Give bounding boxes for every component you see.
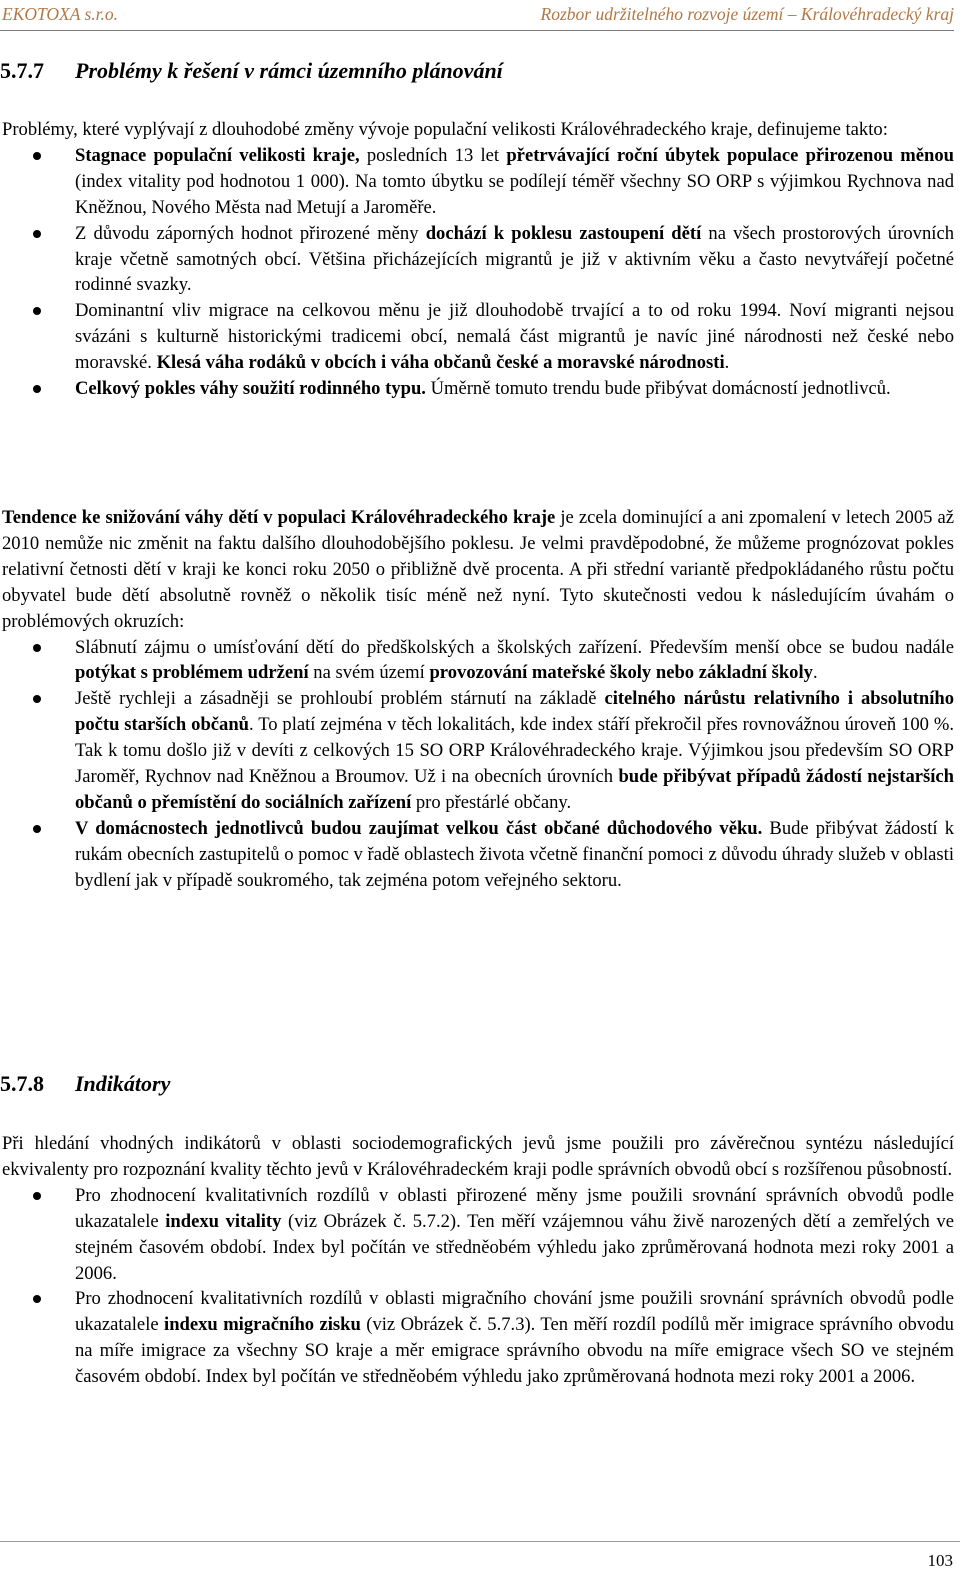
body-text: na všech prostorových úrovních kraje včetně samotných obcí. Většina přicházejících migrantů je již v aktivním věku a často nevytvářejí početné rodinné svazky. [75, 222, 954, 296]
emphasis-text: Celkový pokles váhy soužití rodinného typu. [75, 378, 426, 400]
body-text: Úměrně tomuto trendu bude přibývat domácností jednotlivců. [425, 378, 891, 400]
emphasis-text: indexu vitality [165, 1210, 282, 1232]
footer-divider [0, 1541, 960, 1542]
body-text: Pro zhodnocení kvalitativních rozdílů v oblasti přirozené měny jsme použili srovnání správních obvodů podle ukazatalele [75, 1184, 954, 1232]
body-text: Bude přibývat žádostí k rukám obecních zastupitelů o pomoc v řadě oblastech života včetně finanční pomoci z důvodu úhrady služeb v oblasti bydlení jak v případě soukromého, tak zejména potom veřejného sektoru. [75, 817, 954, 891]
emphasis-text: přetrvávající roční úbytek populace přirozenou měnou [506, 144, 955, 166]
indicators-intro: Při hledání vhodných indikátorů v oblasti sociodemografických jevů jsme použili pro závěrečnou syntézu následující ekvivalenty pro rozpoznání kvality těchto jevů v Královéhradeckém kraji podle správních obvodů obcí s rozšířenou působností. [2, 1133, 954, 1180]
page-number: 103 [927, 1551, 953, 1570]
emphasis-text: Klesá váha rodáků v obcích i váha občanů české a moravské národnosti [156, 352, 725, 374]
body-text: pro přestárlé občany. [411, 791, 572, 813]
problems-intro: Problémy, které vyplývají z dlouhodobé změny vývoje populační velikosti Královéhradeckého kraje, definujeme takto: [2, 119, 888, 140]
bullet-dot-icon [33, 1192, 41, 1200]
body-text: Ještě rychleji a zásadněji se prohloubí problém stárnutí na základě [75, 688, 605, 710]
emphasis-text: citelného nárůstu relativního i absolutního počtu starších občanů [75, 688, 954, 736]
bullet-item [2, 298, 954, 376]
page-header [2, 2, 954, 28]
body-text: (viz Obrázek č. 5.7.3). Ten měří rozdíl podílů měr imigrace správního obvodu na míře imigrace za všechny SO kraje a měr emigrace správního obvodu na míře emigrace všech SO ve stejném časovém období. Index byl počítán ve středněobém výhledu jako zprůměrovaná hodnota mezi roky 2001 a 2006. [75, 1314, 954, 1388]
bullet-dot-icon [33, 385, 41, 393]
problems-list [2, 143, 954, 402]
body-text: posledních 13 let [359, 144, 507, 166]
header-divider [0, 30, 954, 31]
body-text: Pro zhodnocení kvalitativních rozdílů v oblasti migračního chování jsme použili srovnání správních obvodů podle ukazatalele [75, 1288, 954, 1336]
bullet-dot-icon [33, 230, 41, 238]
header-document-title: Rozbor udržitelného rozvoje území – Královéhradecký kraj [540, 4, 954, 24]
bullet-item [2, 143, 954, 221]
section-title: Indikátory [75, 1071, 171, 1096]
bullet-item [2, 686, 954, 816]
body-text: Slábnutí zájmu o umísťování dětí do předškolských a školských zařízení. Především menší obce se budou nadále [75, 636, 954, 658]
bullet-dot-icon [33, 644, 41, 652]
header-company: EKOTOXA s.r.o. [2, 4, 119, 24]
emphasis-text: indexu migračního zisku [164, 1314, 361, 1336]
body-text: . [812, 662, 818, 684]
body-text: na svém území [308, 662, 430, 684]
emphasis-text: bude přibývat případů žádostí nejstarších občanů o přemístění do sociálních zařízení [75, 766, 954, 813]
body-text: (viz Obrázek č. 5.7.2). Ten měří vzájemnou váhu živě narozených dětí a zemřelých ve stejném časovém období. Index byl počítán ve středněobém výhledu jako zprůměrovaná hodnota mezi roky 2001 a 2006. [75, 1210, 954, 1284]
body-text: . [724, 352, 730, 374]
indicators-block [2, 1131, 954, 1390]
emphasis-text: V domácnostech jednotlivců budou zaujímat velkou část občané důchodového věku. [75, 817, 763, 839]
tendency-block [2, 505, 954, 894]
section-title: Problémy k řešení v rámci územního plánování [75, 58, 503, 83]
section-number: 5.7.7 [0, 58, 44, 83]
bullet-dot-icon [33, 152, 41, 160]
problems-block [2, 117, 954, 402]
bullet-item [2, 1183, 954, 1287]
body-text: je zcela dominující a ani zpomalení v letech 2005 až 2010 nemůže nic změnit na faktu dalšího dlouhodobějšího poklesu. Je velmi pravděpodobné, že můžeme prognózovat pokles relativní četnosti dětí v kraji ke konci roku 2050 o přibližně dvě procenta. A při střední variantě předpokládaného růstu počtu obyvatel bude dětí absolutně rovněž o několik tisíc méně než nyní. Tyto skutečnosti vedou k následujícím úvahám o problémových okruzích: [2, 507, 954, 632]
section-heading-5-7-8 [0, 1071, 170, 1097]
emphasis-text: Tendence ke snižování váhy dětí v populaci Královéhradeckého kraje [2, 507, 556, 528]
bullet-item [2, 1286, 954, 1390]
body-text: Dominantní vliv migrace na celkovou měnu je již dlouhodobě trvající a to od roku 1994. Noví migranti nejsou svázáni s kulturně historickými tradicemi obcí, nemalá část migrantů je navíc jiné národnosti než české nebo moravské. [75, 300, 954, 374]
emphasis-text: Stagnace populační velikosti kraje, [75, 144, 360, 166]
emphasis-text: provozování mateřské školy nebo základní školy [429, 662, 813, 684]
bullet-item [2, 635, 954, 687]
section-heading-5-7-7 [0, 58, 503, 84]
tendency-paragraph [2, 505, 954, 635]
bullet-dot-icon [33, 695, 41, 703]
emphasis-text: potýkat s problémem udržení [75, 662, 309, 684]
body-text: . To platí zejména v těch lokalitách, kde index stáří překročil přes rovnovážnou úroveň 100 %. Tak k tomu došlo již v devíti z celkových 15 SO ORP Královéhradeckého kraje. Výjimkou jsou především SO ORP Jaroměř, Rychnov nad Kněžnou a Broumov. Už i na obecních úrovních [75, 714, 954, 788]
indicators-list [2, 1183, 954, 1390]
section-number: 5.7.8 [0, 1071, 44, 1096]
bullet-item [2, 376, 954, 402]
bullet-dot-icon [33, 1295, 41, 1303]
tendency-list [2, 635, 954, 894]
emphasis-text: dochází k poklesu zastoupení dětí [425, 222, 702, 244]
bullet-dot-icon [33, 825, 41, 833]
body-text: Z důvodu záporných hodnot přirozené měny [75, 222, 426, 244]
bullet-item [2, 816, 954, 894]
body-text: (index vitality pod hodnotou 1 000). Na tomto úbytku se podílejí téměř všechny SO ORP s výjimkou Rychnova nad Kněžnou, Nového Města nad Metují a Jaroměře. [75, 170, 954, 218]
bullet-dot-icon [33, 307, 41, 315]
bullet-item [2, 221, 954, 299]
